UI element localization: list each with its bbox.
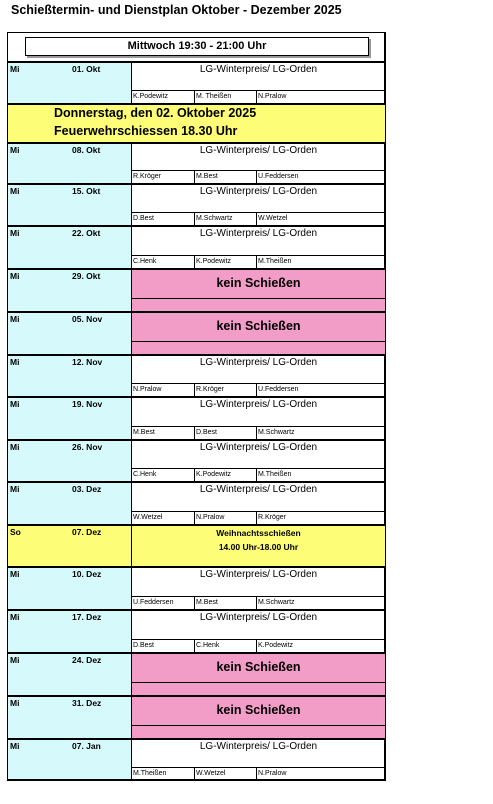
event-cell [132, 270, 385, 311]
duty-name: M.Theißen [256, 256, 385, 268]
divider [132, 341, 385, 342]
schedule-row [8, 268, 385, 311]
duty-name: N.Pralow [256, 91, 385, 103]
weekday-label: Mi [10, 314, 20, 324]
sunday-event-name: Weihnachtsschießen [216, 528, 301, 538]
schedule-row [8, 311, 385, 354]
event-label: LG-Winterpreis/ LG-Orden [199, 64, 318, 75]
event-cell [132, 697, 385, 738]
schedule-row [8, 225, 385, 268]
weekday-label: Mi [10, 186, 20, 196]
event-cell [132, 740, 385, 780]
schedule-row [8, 695, 385, 738]
no-shooting-label: kein Schießen [216, 319, 301, 333]
no-shooting-label: kein Schießen [216, 276, 301, 290]
weekday-label: Mi [10, 442, 20, 452]
event-label: LG-Winterpreis/ LG-Orden [199, 228, 318, 239]
date-cell [8, 526, 132, 566]
date-label: 12. Nov [72, 357, 103, 367]
duty-names [132, 90, 385, 103]
event-label: LG-Winterpreis/ LG-Orden [199, 569, 318, 580]
duty-names [132, 596, 385, 609]
duty-name: R.Kröger [256, 512, 385, 524]
weekday-label: Mi [10, 484, 20, 494]
date-cell [8, 568, 132, 609]
duty-name: K.Podewitz [194, 256, 256, 268]
special-event-banner [8, 103, 385, 142]
duty-name: W.Wetzel [194, 768, 256, 780]
duty-name: U.Feddersen [256, 384, 385, 396]
date-label: 17. Dez [72, 612, 102, 622]
schedule-row [8, 142, 385, 183]
duty-name: C.Henk [133, 258, 157, 265]
duty-name: K.Podewitz [133, 93, 169, 100]
event-cell [132, 63, 385, 103]
date-label: 01. Okt [72, 64, 101, 74]
event-label: LG-Winterpreis/ LG-Orden [199, 399, 318, 410]
duty-name: N.Pralow [256, 768, 385, 780]
event-label: LG-Winterpreis/ LG-Orden [199, 741, 318, 752]
weekday-label: So [10, 527, 21, 537]
date-label: 05. Nov [72, 314, 103, 324]
duty-name: D.Best [133, 215, 155, 222]
event-label: LG-Winterpreis/ LG-Orden [199, 612, 318, 623]
duty-name: M.Schwartz [256, 597, 385, 609]
duty-name: C.Henk [133, 471, 157, 478]
weekday-label: Mi [10, 357, 20, 367]
duty-name: K.Podewitz [256, 640, 385, 652]
event-cell [132, 568, 385, 609]
weekday-label: Mi [10, 228, 20, 238]
date-label: 26. Nov [72, 442, 103, 452]
page-title: Schießtermin- und Dienstplan Oktober - Dezember 2025 [11, 3, 342, 17]
duty-names [132, 170, 385, 183]
duty-names [132, 383, 385, 396]
duty-name: M.Theißen [256, 469, 385, 481]
date-cell [8, 611, 132, 652]
event-label: LG-Winterpreis/ LG-Orden [199, 357, 318, 368]
date-label: 24. Dez [72, 655, 102, 665]
duty-names [132, 255, 385, 268]
event-cell [132, 144, 385, 183]
duty-name: R.Kröger [133, 173, 162, 180]
schedule-row [8, 354, 385, 396]
duty-name: C.Henk [194, 640, 256, 652]
date-label: 10. Dez [72, 569, 102, 579]
special-event-date: Donnerstag, den 02. Oktober 2025 [54, 106, 257, 120]
event-label: LG-Winterpreis/ LG-Orden [199, 442, 318, 453]
duty-name: D.Best [133, 642, 155, 649]
weekday-label: Mi [10, 64, 20, 74]
date-cell [8, 654, 132, 695]
date-cell [8, 313, 132, 354]
event-cell [132, 654, 385, 695]
date-cell [8, 740, 132, 780]
date-cell [8, 697, 132, 738]
duty-name: R.Kröger [194, 384, 256, 396]
weekday-label: Mi [10, 145, 20, 155]
schedule-row [8, 481, 385, 524]
schedule-row [8, 183, 385, 225]
duty-names [132, 468, 385, 481]
duty-name: N.Pralow [133, 386, 162, 393]
date-label: 19. Nov [72, 399, 103, 409]
duty-names [132, 426, 385, 439]
date-cell [8, 144, 132, 183]
schedule-row [8, 566, 385, 609]
table-bottom-border [8, 779, 385, 781]
weekday-label: Mi [10, 612, 20, 622]
event-label: LG-Winterpreis/ LG-Orden [199, 145, 318, 156]
duty-name: M.Best [194, 171, 256, 183]
schedule-row [8, 396, 385, 439]
schedule-header: Mittwoch 19:30 - 21:00 Uhr [25, 37, 369, 56]
sunday-event-time: 14.00 Uhr-18.00 Uhr [218, 542, 299, 552]
divider [132, 725, 385, 726]
no-shooting-label: kein Schießen [216, 703, 301, 717]
date-label: 03. Dez [72, 484, 102, 494]
weekday-label: Mi [10, 741, 20, 751]
date-cell [8, 483, 132, 524]
schedule-row [8, 609, 385, 652]
sunday-row [8, 524, 385, 566]
duty-name: M.Schwartz [194, 213, 256, 225]
weekday-label: Mi [10, 698, 20, 708]
duty-name: U.Feddersen [256, 171, 385, 183]
weekday-label: Mi [10, 655, 20, 665]
date-label: 31. Dez [72, 698, 102, 708]
duty-names [132, 212, 385, 225]
event-cell [132, 483, 385, 524]
duty-names [132, 511, 385, 524]
date-cell [8, 356, 132, 396]
duty-name: W.Wetzel [256, 213, 385, 225]
event-cell [132, 185, 385, 225]
date-cell [8, 185, 132, 225]
date-label: 07. Dez [72, 527, 102, 537]
event-cell [132, 227, 385, 268]
weekday-label: Mi [10, 569, 20, 579]
weekday-label: Mi [10, 271, 20, 281]
duty-name: U.Feddersen [133, 599, 174, 606]
date-label: 15. Okt [72, 186, 101, 196]
duty-names [132, 639, 385, 652]
date-cell [8, 398, 132, 439]
schedule-row [8, 652, 385, 695]
date-cell [8, 270, 132, 311]
date-label: 29. Okt [72, 271, 101, 281]
weekday-label: Mi [10, 399, 20, 409]
duty-name: M.Best [194, 597, 256, 609]
date-label: 07. Jan [72, 741, 101, 751]
duty-name: M. Theißen [194, 91, 256, 103]
schedule-row [8, 738, 385, 780]
date-cell [8, 441, 132, 481]
duty-name: M.Theißen [133, 770, 167, 777]
date-cell [8, 63, 132, 103]
duty-name: M.Schwartz [256, 427, 385, 439]
duty-name: D.Best [194, 427, 256, 439]
event-cell [132, 441, 385, 481]
date-label: 22. Okt [72, 228, 101, 238]
event-cell [132, 611, 385, 652]
no-shooting-label: kein Schießen [216, 660, 301, 674]
duty-name: N.Pralow [194, 512, 256, 524]
date-label: 08. Okt [72, 145, 101, 155]
event-label: LG-Winterpreis/ LG-Orden [199, 186, 318, 197]
date-cell [8, 227, 132, 268]
duty-name: M.Best [133, 429, 155, 436]
duty-name: K.Podewitz [194, 469, 256, 481]
schedule-row [8, 61, 385, 103]
special-event-name: Feuerwehrschiessen 18.30 Uhr [54, 124, 238, 138]
event-cell [132, 313, 385, 354]
event-cell [132, 356, 385, 396]
event-label: LG-Winterpreis/ LG-Orden [199, 484, 318, 495]
schedule-row [8, 439, 385, 481]
event-cell [132, 398, 385, 439]
divider [132, 298, 385, 299]
duty-name: W.Wetzel [133, 514, 163, 521]
divider [132, 682, 385, 683]
